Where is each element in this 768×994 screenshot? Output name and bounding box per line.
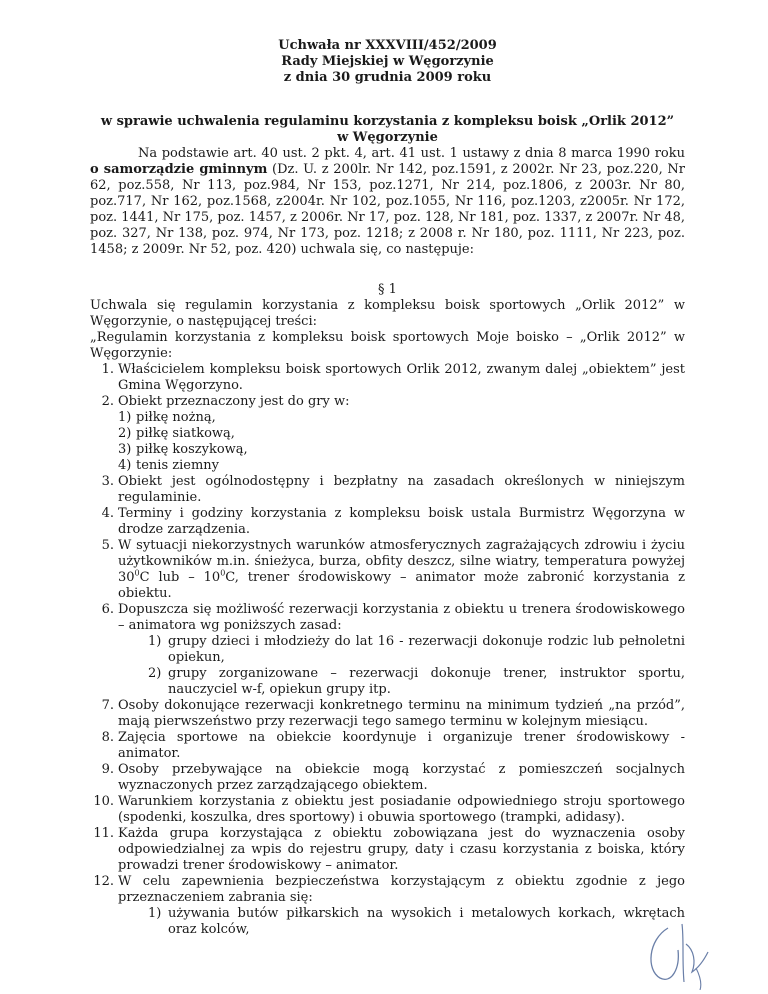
list-item [90, 538, 685, 602]
sub-item-text: tenis ziemny [136, 458, 219, 473]
subject-line-2: w Węgorzynie [337, 130, 438, 145]
degree-mark: 0 [220, 568, 226, 578]
sub-item-number: 1) [148, 906, 162, 921]
item-number: 10. [93, 794, 114, 809]
sub-item-text: piłkę siatkową, [136, 426, 235, 441]
council-name: Rady Miejskiej w Węgorzynie [281, 54, 494, 69]
sub-item-text: grupy zorganizowane – rezerwacji dokonuje trener, instruktor sportu, nauczyciel w-f, opiekun grupy itp. [168, 666, 685, 697]
preamble-text-2: (Dz. U. z 200lr. Nr 142, poz.1591, z 2002r. Nr 23, poz.220, Nr 62, poz.558, Nr 113, poz.984, Nr 153, poz.1271, Nr 214, poz.1806, z 2003r. Nr 80, poz.717, Nr 162, poz.1568, z2004r. Nr 102, poz.1055, Nr 116, poz.1203, z2005r. Nr 172, poz. 1441, Nr 175, poz. 1457, z 2006r. Nr 17, poz. 128, Nr 181, poz. 1337, z 2007r. Nr 48, poz. 327, Nr 138, poz. 974, Nr 173, poz. 1218; z 2008 r. Nr 180, poz. 1111, Nr 223, poz. 1458; z 2009r. Nr 52, poz. 420) uchwala się, co następuje: [90, 162, 685, 257]
item-text: C lub – 10 [139, 570, 221, 585]
preamble-bold: o samorządzie gminnym [90, 162, 268, 177]
item-text: Zajęcia sportowe na obiekcie koordynuje i organizuje trener środowiskowy - animator. [118, 730, 685, 761]
list-item [90, 394, 685, 474]
item-text: Dopuszcza się możliwość rezerwacji korzystania z obiektu u trenera środowiskowego – animatora wg poniższych zasad: [118, 602, 685, 633]
list-item [90, 730, 685, 762]
item-text: Każda grupa korzystająca z obiektu zobowiązana jest do wyznaczenia osoby odpowiedzialnej za wpis do rejestru grupy, daty i czasu korzystania z boiska, który prowadzi trener środowiskowy – animator. [118, 826, 685, 873]
list-item [90, 506, 685, 538]
item-number: 8. [101, 730, 114, 745]
item-text: Obiekt jest ogólnodostępny i bezpłatny na zasadach określonych w niniejszym regulaminie. [118, 474, 685, 505]
resolution-number: Uchwała nr XXXVIII/452/2009 [278, 38, 497, 53]
resolution-subject [90, 114, 685, 146]
sub-item-number: 1) [118, 410, 132, 425]
item-text: W celu zapewnienia bezpieczeństwa korzystającym z obiektu zgodnie z jego przeznaczeniem zabrania się: [118, 874, 685, 905]
item-text: Osoby przebywające na obiekcie mogą korzystać z pomieszczeń socjalnych wyznaczonych przez zarządzającego obiektem. [118, 762, 685, 793]
sub-list-item [118, 442, 685, 458]
sub-list [118, 410, 685, 474]
sub-list-item [118, 410, 685, 426]
sub-list-item [90, 634, 685, 666]
handwritten-signature-icon [638, 910, 718, 990]
section-intro-1: Uchwala się regulamin korzystania z kompleksu boisk sportowych „Orlik 2012” w Węgorzynie, o następującej treści: [90, 298, 685, 329]
sub-list-item [118, 458, 685, 474]
item-number: 1. [101, 362, 114, 377]
sub-item-text: grupy dzieci i młodzieży do lat 16 - rezerwacji dokonuje rodzic lub pełnoletni opiekun, [168, 634, 685, 665]
sub-list-item [118, 426, 685, 442]
document-page [90, 38, 685, 938]
list-item [90, 362, 685, 394]
item-text: Właścicielem kompleksu boisk sportowych Orlik 2012, zwanym dalej „obiektem” jest Gmina Węgorzyno. [118, 362, 685, 393]
item-text: C, trener środowiskowy – animator może zabronić korzystania z obiektu. [118, 570, 685, 601]
list-item [90, 762, 685, 794]
item-number: 9. [101, 762, 114, 777]
sub-item-text: piłkę koszykową, [136, 442, 248, 457]
list-item [90, 826, 685, 874]
list-item [90, 698, 685, 730]
item-text: Obiekt przeznaczony jest do gry w: [118, 394, 350, 409]
item-number: 4. [101, 506, 114, 521]
resolution-header [90, 38, 685, 86]
list-item [90, 794, 685, 826]
item-number: 2. [101, 394, 114, 409]
section-mark: § 1 [378, 282, 397, 297]
item-number: 5. [101, 538, 114, 553]
item-number: 3. [101, 474, 114, 489]
list-item [90, 602, 685, 698]
list-item [90, 874, 685, 938]
subject-line-1: w sprawie uchwalenia regulaminu korzystania z kompleksu boisk „Orlik 2012” [100, 114, 675, 129]
sub-list [90, 906, 685, 938]
regulation-list [90, 362, 685, 938]
item-number: 7. [101, 698, 114, 713]
preamble-text-1: Na podstawie art. 40 ust. 2 pkt. 4, art. 41 ust. 1 ustawy z dnia 8 marca 1990 roku [138, 146, 685, 161]
sub-item-number: 3) [118, 442, 132, 457]
sub-list-item [90, 906, 685, 938]
sub-item-number: 1) [148, 634, 162, 649]
item-text: Warunkiem korzystania z obiektu jest posiadanie odpowiedniego stroju sportowego (spodenki, koszulka, dres sportowy) i obuwia sportowego (trampki, adidasy). [118, 794, 685, 825]
section-intro-2: „Regulamin korzystania z kompleksu boisk sportowych Moje boisko – „Orlik 2012” w Węgorzynie: [90, 330, 685, 361]
sub-list-item [90, 666, 685, 698]
sub-item-text: piłkę nożną, [136, 410, 216, 425]
legal-basis-preamble [90, 146, 685, 258]
item-text: Osoby dokonujące rezerwacji konkretnego terminu na minimum tydzień „na przód”, mają pierwszeństwo przy rezerwacji tego samego terminu w kolejnym miesiącu. [118, 698, 685, 729]
sub-item-number: 2) [118, 426, 132, 441]
sub-item-text: używania butów piłkarskich na wysokich i metalowych korkach, wkrętach oraz kolców, [168, 906, 685, 937]
item-number: 6. [101, 602, 114, 617]
item-number: 11. [93, 826, 114, 841]
degree-mark: 0 [134, 568, 140, 578]
sub-item-number: 4) [118, 458, 132, 473]
item-number: 12. [93, 874, 114, 889]
list-item [90, 474, 685, 506]
sub-list [90, 634, 685, 698]
resolution-date: z dnia 30 grudnia 2009 roku [283, 70, 492, 85]
item-text: Terminy i godziny korzystania z kompleksu boisk ustala Burmistrz Węgorzyna w drodze zarządzenia. [118, 506, 685, 537]
sub-item-number: 2) [148, 666, 162, 681]
item-text: W sytuacji niekorzystnych warunków atmosferycznych zagrażających zdrowiu i życiu użytkowników m.in. śnieżyca, burza, obfity deszcz, silne wiatry, temperatura powyżej 30 [118, 538, 685, 585]
